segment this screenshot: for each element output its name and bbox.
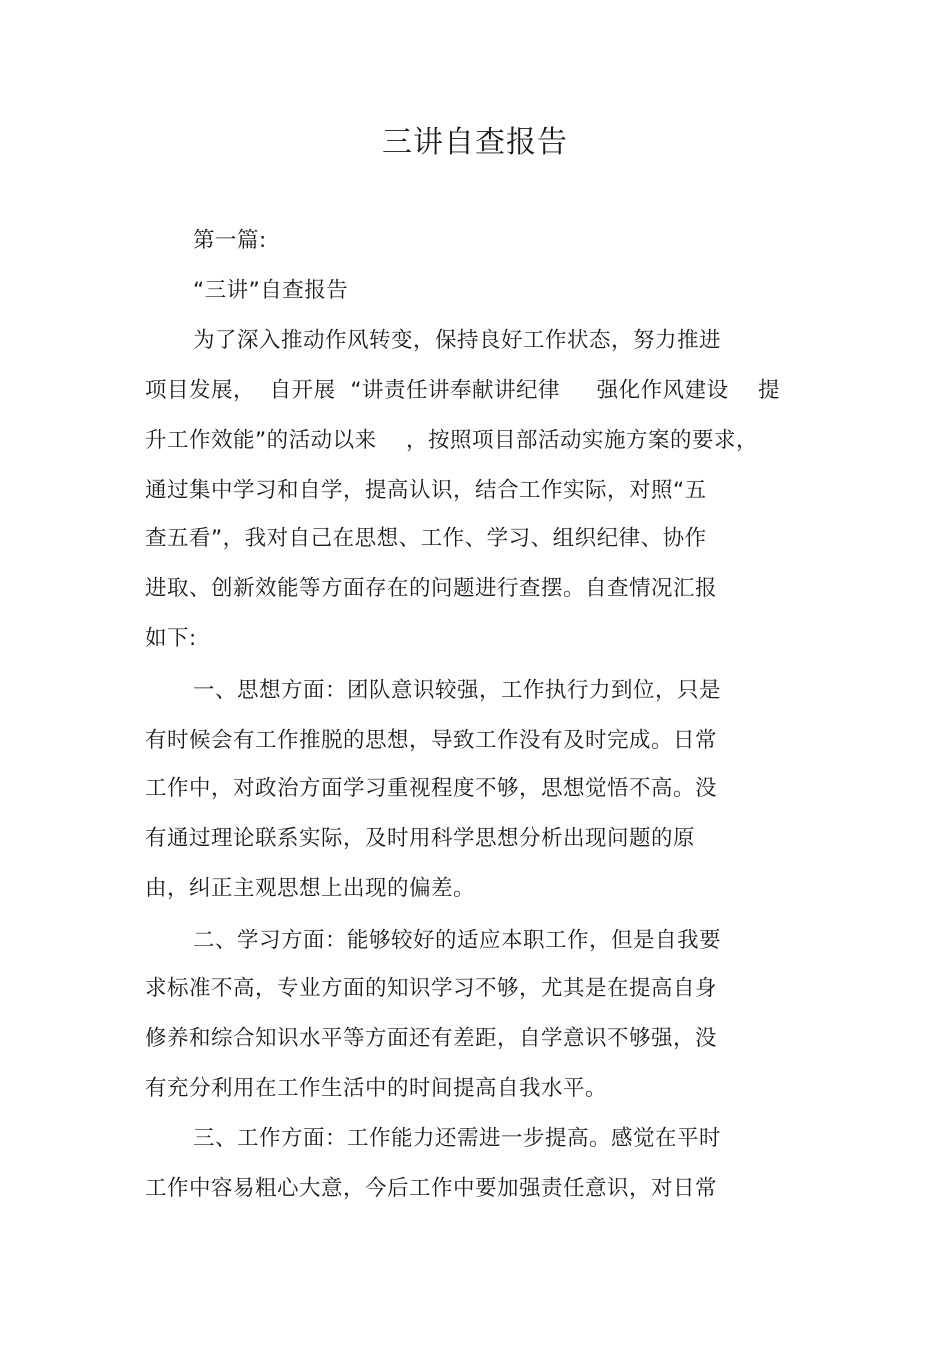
paragraph-line: 一、思想方面：团队意识较强，工作执行力到位，只是 [193, 678, 722, 703]
paragraph-line: 有通过理论联系实际，及时用科学思想分析出现问题的原 [145, 826, 696, 851]
paragraph-line: 有时候会有工作推脱的思想，导致工作没有及时完成。日常 [145, 728, 718, 753]
paragraph-line: 由，纠正主观思想上出现的偏差。 [145, 876, 476, 901]
section-heading: 第一篇: [193, 228, 267, 253]
paragraph-line: 工作中，对政治方面学习重视程度不够，思想觉悟不高。没 [145, 776, 718, 801]
paragraph-line: 查五看”，我对自己在思想、工作、学习、组织纪律、协作 [145, 526, 707, 551]
document-title: 三讲自查报告 [382, 125, 568, 160]
paragraph-line: 通过集中学习和自学，提高认识，结合工作实际，对照“五 [145, 478, 707, 503]
paragraph-line: 升工作效能”的活动以来 ，按照项目部活动实施方案的要求， [145, 428, 758, 453]
paragraph-line: 二、学习方面：能够较好的适应本职工作，但是自我要 [193, 928, 722, 953]
subtitle: “三讲”自查报告 [193, 278, 349, 303]
paragraph-line: 三、工作方面：工作能力还需进一步提高。感觉在平时 [193, 1126, 722, 1151]
paragraph-line: 如下: [145, 626, 197, 651]
paragraph-line: 项目发展， 自开展 “讲责任讲奉献讲纪律 强化作风建设 提 [145, 378, 780, 403]
paragraph-line: 进取、创新效能等方面存在的问题进行查摆。自查情况汇报 [145, 576, 718, 601]
paragraph-line: 修养和综合知识水平等方面还有差距，自学意识不够强，没 [145, 1026, 718, 1051]
paragraph-line: 为了深入推动作风转变，保持良好工作状态，努力推进 [193, 328, 722, 353]
paragraph-line: 有充分利用在工作生活中的时间提高自我水平。 [145, 1076, 608, 1101]
paragraph-line: 工作中容易粗心大意，今后工作中要加强责任意识，对日常 [145, 1176, 718, 1201]
paragraph-line: 求标准不高，专业方面的知识学习不够，尤其是在提高自身 [145, 976, 718, 1001]
